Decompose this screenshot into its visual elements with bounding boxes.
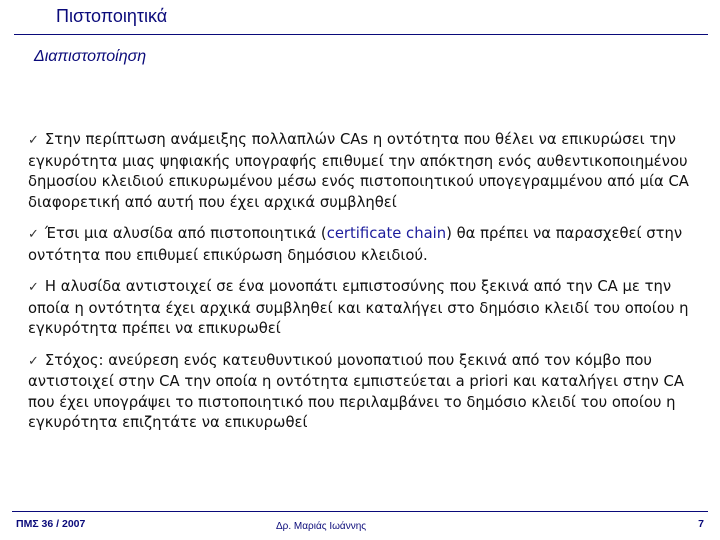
footer-author: Δρ. Μαριάς Ιωάννης	[276, 521, 367, 532]
check-icon: ✓	[28, 227, 39, 242]
footer-course: ΠΜΣ 36 / 2007	[16, 518, 86, 530]
footer-divider	[12, 511, 708, 512]
certificate-chain-term: certificate chain	[326, 225, 447, 242]
bullet-text: Στην περίπτωση ανάμειξης πολλαπλών CAs η οντότητα που θέλει να επικυρώσει την εγκυρότητα μιας ψηφιακής υπογραφής επιθυμεί την απόκτηση ενός αυθεντικοποιημένου δημοσίου κλειδιού επικυρωμένου μέσω ενός πιστοποιητικού υπογεγραμμένου από μία CA διαφορετική από αυτή που έχει αρχικά συμβληθεί	[28, 131, 689, 211]
title-divider	[14, 34, 708, 35]
check-icon: ✓	[28, 353, 39, 369]
bullet-item	[28, 130, 700, 213]
bullet-text: Η αλυσίδα αντιστοιχεί σε ένα μονοπάτι εμπιστοσύνης που ξεκινά από την CA με την οποία η οντότητα έχει αρχικά συμβληθεί και καταλήγει στο δημόσιο κλειδί του οποίου η εγκυρότητα πρέπει να επικυρωθεί	[28, 278, 689, 337]
bullet-item	[28, 351, 700, 434]
bullet-text: Στόχος: ανεύρεση ενός κατευθυντικού μονοπατιού που ξεκινά από τον κόμβο που αντιστοιχεί στην CA την οποία η οντότητα εμπιστεύεται a priori και καταλήγει στην CA που έχει υπογράψει το πιστοποιητικό που περιλαμβάνει το δημόσιο κλειδί του οποίου η εγκυρότητα επιζητάτε να επικυρωθεί	[28, 351, 684, 431]
slide-title: Πιστοποιητικά	[56, 6, 168, 26]
bullet-item	[28, 224, 700, 266]
check-icon: ✓	[28, 133, 39, 148]
bullet-text-before: Έτσι μια αλυσίδα από πιστοποιητικά (	[44, 225, 327, 242]
page-number: 7	[698, 518, 704, 530]
bullet-item	[28, 277, 700, 340]
bullet-text-after: ) θα πρέπει να παρασχεθεί στην οντότητα που επιθυμεί επικύρωση δημόσιου κλειδιού.	[28, 225, 683, 264]
check-icon: ✓	[28, 280, 39, 295]
bullet-list	[28, 130, 700, 445]
slide-subtitle: Διαπιστοποίηση	[34, 48, 147, 65]
